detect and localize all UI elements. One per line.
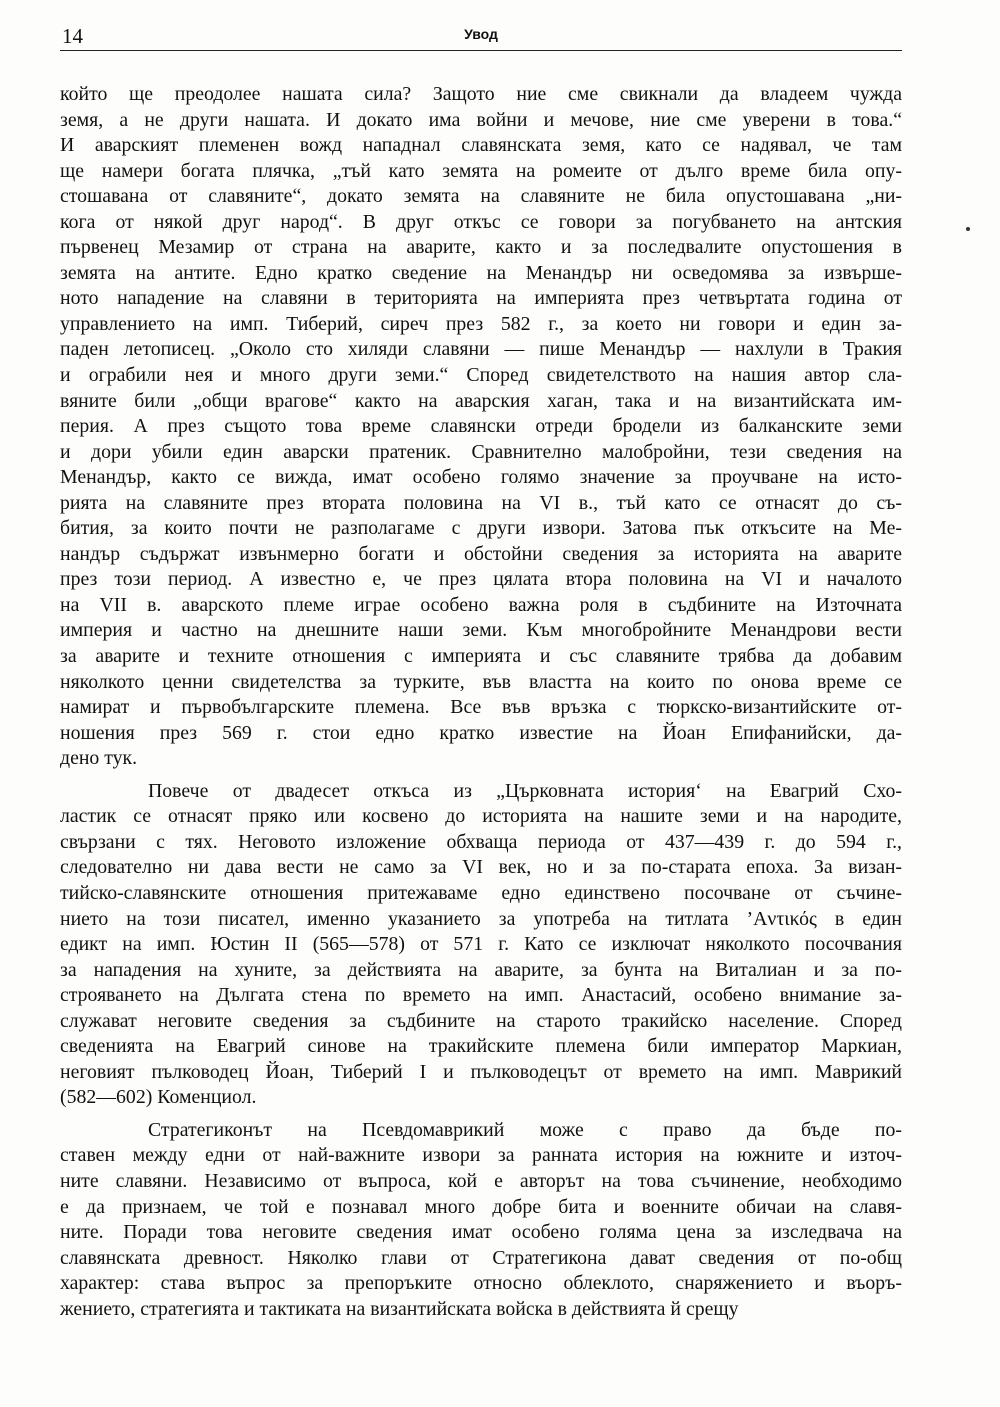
- page-number: 14: [62, 24, 83, 48]
- paragraph: [60, 779, 902, 1111]
- text-line: империя и частно на днешните наши земи. Към многобройните Менандрови вести: [60, 619, 902, 642]
- text-line: неговият пълководец Йоан, Тиберий I и пълководецът от времето на имп. Маврикий: [60, 1060, 902, 1083]
- text-line: ното нападение на славяни в територията на империята през четвъртата година от: [60, 287, 902, 310]
- text-line: стошавана от славяните“, докато земята на славяните не била опустошавана „ни-: [60, 185, 902, 208]
- ink-speck: [966, 227, 970, 231]
- text-line: сведенията на Евагрий синове на тракийските племена били император Маркиан,: [60, 1035, 902, 1058]
- text-line: нандър съдържат извънмерно богати и обстойни сведения за историята на аварите: [60, 542, 902, 565]
- text-line: строяването на Дългата стена по времето на имп. Анастасий, особено внимание за-: [60, 984, 902, 1007]
- text-line: характер: става въпрос за препоръките относно облеклото, снаряжението и въоръ-: [60, 1272, 902, 1295]
- text-line: Менандър, както се вижда, имат особено голямо значение за проучване на исто-: [60, 466, 902, 489]
- text-line: свързани с тях. Неговото изложение обхваща периода от 437—439 г. до 594 г.,: [60, 830, 902, 853]
- text-line: рията на славяните през втората половина на VI в., тъй като се отнасят до съ-: [60, 491, 902, 514]
- text-line: ните славяни. Независимо от въпроса, кой е авторът на това съчинение, необходимо: [60, 1169, 902, 1192]
- text-line: ставен между едни от най-важните извори за ранната история на южните и източ-: [60, 1144, 902, 1167]
- text-line: перия. А през същото това време славянски отреди бродели из балканските земи: [60, 415, 902, 438]
- text-line: на VII в. аварското племе играе особено важна роля в съдбините на Източната: [60, 593, 902, 616]
- text-line: следователно ни дава вести не само за VI век, но и за по-старата епоха. За визан-: [60, 856, 902, 879]
- text-line: Повече от двадесет откъса из „Църковната история‘ на Евагрий Схо-: [148, 779, 902, 802]
- text-line: кога от някой друг народ“. В друг откъс се говори за погубването на антския: [60, 210, 902, 233]
- text-line: е да признаем, че той е познавал много добре бита и военните обичаи на славя-: [60, 1195, 902, 1218]
- text-line: ните. Поради това неговите сведения имат особено голяма цена за изследвача на: [60, 1221, 902, 1244]
- paragraph: [60, 82, 902, 772]
- text-line: ластик се отнасят пряко или косвено до историята на нашите земи и на народите,: [60, 805, 902, 828]
- text-line: през този период. А известно е, че през цялата втора половина на VI и началото: [60, 568, 902, 591]
- text-line: жението, стратегията и тактиката на византийската войска в действията й срещу: [60, 1297, 739, 1320]
- paragraph-gap: [60, 1111, 902, 1118]
- text-line: за нападения на хуните, за действията на аварите, за бунта на Виталиан и за по-: [60, 958, 902, 981]
- running-title: Увод: [464, 26, 498, 42]
- text-line: бития, за които почти не разполагаме с други извори. Затова пък откъсите на Ме-: [60, 517, 902, 540]
- page-header: [60, 22, 902, 51]
- text-line: дено тук.: [60, 747, 138, 770]
- paragraph-gap: [60, 772, 902, 779]
- text-line: за аварите и техните отношения с империята и със славяните трябва да добавим: [60, 645, 902, 668]
- text-line: (582—602) Коменциол.: [60, 1086, 257, 1109]
- text-line: вяните били „общи врагове“ както на аварския хаган, така и на византийската им-: [60, 389, 902, 412]
- text-line: намират и първобългарските племена. Все във връзка с тюркско-византийските от-: [60, 696, 902, 719]
- text-line: служават неговите сведения за съдбините на старото тракийско население. Според: [60, 1009, 902, 1032]
- text-line: И аварският племенен вожд нападнал славянската земя, като се надявал, че там: [60, 134, 902, 157]
- text-line: и ограбили нея и много други земи.“ Според свидетелството на нашия автор сла-: [60, 364, 902, 387]
- text-line: славянската древност. Няколко глави от Стратегикона дават сведения от по-общ: [60, 1246, 902, 1269]
- paragraph: [60, 1118, 902, 1322]
- text-line: тийско-славянските отношения притежаваме едно единствено посочване от съчине-: [60, 881, 902, 904]
- text-line: паден летописец. „Около сто хиляди славяни — пише Менандър — нахлули в Тракия: [60, 338, 902, 361]
- text-line: управлението на имп. Тиберий, сиреч през 582 г., за което ни говори и един за-: [60, 312, 902, 335]
- text-line: ще намери богата плячка, „тъй като земята на ромеите от дълго време била опу-: [60, 159, 902, 182]
- text-line: първенец Мезамир от страна на аварите, както и за последвалите опустошения в: [60, 236, 902, 259]
- body-text: [60, 82, 902, 1322]
- text-line: който ще преодолее нашата сила? Защото ние сме свикнали да владеем чужда: [60, 83, 902, 105]
- text-line: едикт на имп. Юстин II (565—578) от 571 г. Като се изключат няколкото посочвания: [60, 933, 902, 956]
- text-line: няколкото ценни свидетелства за турките, във властта на които по онова време се: [60, 670, 902, 693]
- text-line: Стратегиконът на Псевдомаврикий може с право да бъде по-: [148, 1118, 902, 1141]
- text-line: земята на антите. Едно кратко сведение на Менандър ни осведомява за извърше-: [60, 261, 902, 284]
- text-line: и дори убили един аварски пратеник. Сравнително малобройни, тези сведения на: [60, 440, 902, 463]
- text-line: нието на този писател, именно указанието за употреба на титлата ’Aντικός в един: [60, 907, 902, 930]
- text-line: ношения през 569 г. стои едно кратко известие на Йоан Епифанийски, да-: [60, 721, 902, 744]
- text-line: земя, а не други нашата. И докато има войни и мечове, ние сме уверени в това.“: [60, 108, 902, 131]
